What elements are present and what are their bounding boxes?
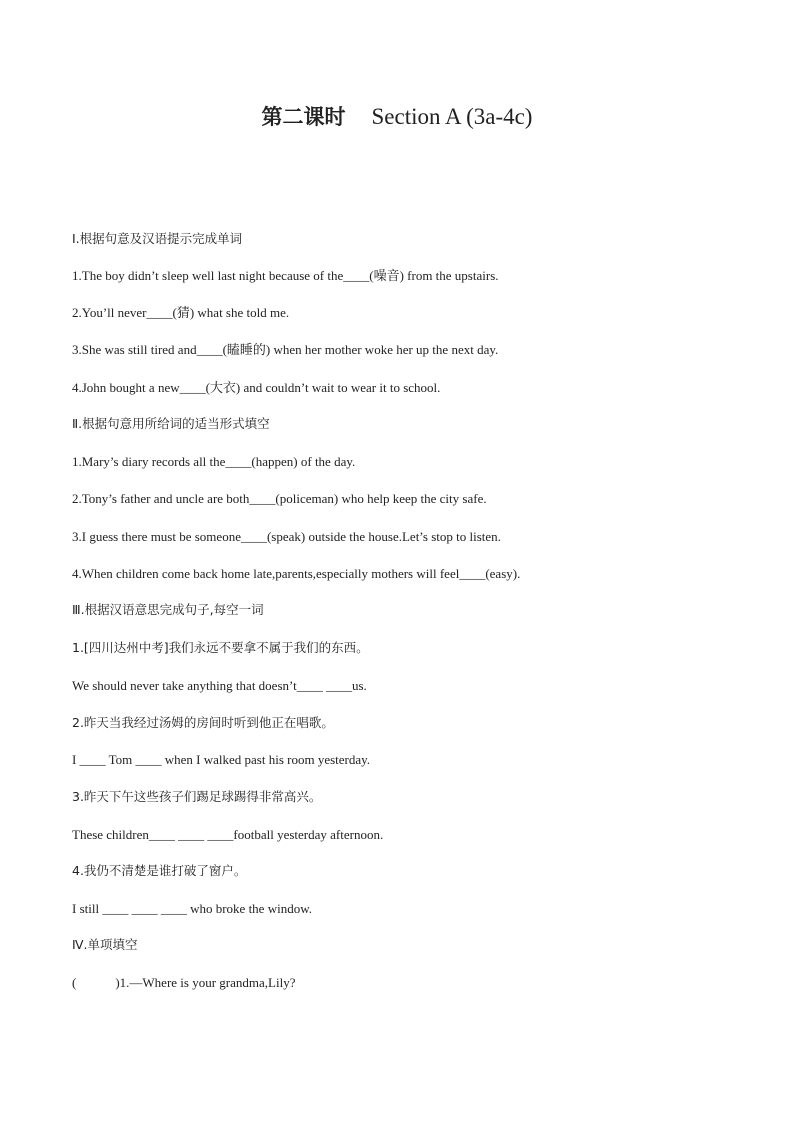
section-4-question-1: ( )1.—Where is your grandma,Lily? bbox=[72, 975, 296, 990]
section-2-heading: Ⅱ.根据句意用所给词的适当形式填空 bbox=[72, 416, 270, 431]
section-2-question-1: 1.Mary’s diary records all the____(happen) of the day. bbox=[72, 454, 356, 469]
section-1-question-1: 1.The boy didn’t sleep well last night because of the____(噪音) from the upstairs. bbox=[72, 268, 499, 283]
section-3-heading: Ⅲ.根据汉语意思完成句子,每空一词 bbox=[72, 602, 264, 617]
page-title-chinese: 第二课时 bbox=[261, 105, 346, 129]
section-3-question-3-english: These children____ ____ ____football yesterday afternoon. bbox=[72, 827, 384, 842]
section-1-question-3: 3.She was still tired and____(瞌睡的) when her mother woke her up the next day. bbox=[72, 342, 499, 357]
section-2-question-4: 4.When children come back home late,parents,especially mothers will feel____(easy). bbox=[72, 566, 521, 581]
section-3-question-2-english: I ____ Tom ____ when I walked past his room yesterday. bbox=[72, 752, 371, 767]
page-title-english: Section A (3a-4c) bbox=[371, 104, 533, 129]
section-3-question-3-chinese: 3.昨天下午这些孩子们踢足球踢得非常高兴。 bbox=[72, 789, 322, 804]
section-3-question-4-chinese: 4.我仍不清楚是谁打破了窗户。 bbox=[72, 863, 247, 878]
section-3-question-1-chinese: 1.[四川达州中考]我们永远不要拿不属于我们的东西。 bbox=[72, 640, 369, 655]
section-1-heading: Ⅰ.根据句意及汉语提示完成单词 bbox=[72, 231, 243, 246]
section-3-question-1-english: We should never take anything that doesn’t____ ____us. bbox=[72, 678, 367, 693]
page-title bbox=[0, 100, 794, 134]
section-3-question-2-chinese: 2.昨天当我经过汤姆的房间时听到他正在唱歌。 bbox=[72, 715, 334, 730]
section-1-question-2: 2.You’ll never____(猜) what she told me. bbox=[72, 305, 290, 320]
section-2-question-2: 2.Tony’s father and uncle are both____(policeman) who help keep the city safe. bbox=[72, 491, 487, 506]
section-3-question-4-english: I still ____ ____ ____ who broke the window. bbox=[72, 901, 312, 916]
section-1-question-4: 4.John bought a new____(大衣) and couldn’t wait to wear it to school. bbox=[72, 380, 441, 395]
section-2-question-3: 3.I guess there must be someone____(speak) outside the house.Let’s stop to listen. bbox=[72, 529, 501, 544]
section-4-heading: Ⅳ.单项填空 bbox=[72, 937, 138, 952]
